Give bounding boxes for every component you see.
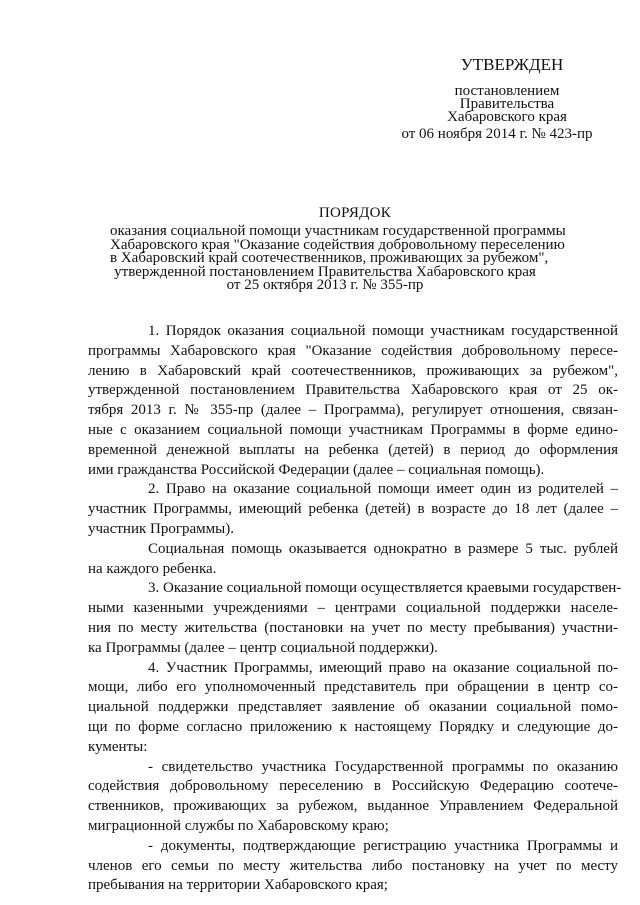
body-line: щи по форме согласно приложению к настоящему Порядку и следующие до-: [88, 718, 618, 735]
body-line: ными казенными учреждениями – центрами социальной поддержки населе-: [88, 600, 618, 617]
document-title: ПОРЯДОК: [318, 205, 392, 221]
body-line: пребывания на территории Хабаровского края;: [88, 877, 388, 894]
body-line: программы Хабаровского края "Оказание содействия добровольному пересе-: [88, 342, 618, 359]
body-line: ка Программы (далее – центр социальной поддержки).: [88, 639, 438, 656]
approval-line: Хабаровского края: [447, 109, 567, 125]
subtitle-line: от 25 октября 2013 г. № 355-пр: [226, 277, 424, 293]
body-line: содействия добровольному переселению в Российскую Федерацию соотече-: [88, 778, 618, 795]
body-line: - свидетельство участника Государственной программы по оказанию: [148, 758, 618, 775]
body-line: 3. Оказание социальной помощи осуществляется краевыми государствен-: [148, 580, 622, 597]
body-line: членов его семьи по месту жительства либо постановку на учет по месту: [88, 857, 618, 874]
approval-heading: УТВЕРЖДЕН: [460, 55, 564, 74]
body-line: временной денежной выплаты на ребенка (детей) в период до оформления: [88, 441, 618, 458]
document-subtitle: [110, 223, 566, 293]
body-line: кументы:: [88, 738, 148, 755]
body-line: ственников, проживающих за рубежом, выданное Управлением Федеральной: [88, 798, 618, 815]
approval-line: Правительства: [459, 96, 555, 112]
subtitle-line: оказания социальной помощи участникам государственной программы: [110, 223, 566, 239]
body-line: на каждого ребенка.: [88, 560, 217, 577]
subtitle-line: в Хабаровский край соотечественников, проживающих за рубежом",: [110, 250, 549, 266]
body-line: лению в Хабаровский край соотечественников, проживающих за рубежом",: [88, 362, 618, 379]
body-line: миграционной службы по Хабаровскому краю;: [88, 817, 389, 834]
body-line: ния по месту жительства (постановки на учет по месту пребывания) участни-: [88, 619, 618, 636]
body-line: 4. Участник Программы, имеющий право на оказание социальной по-: [148, 659, 618, 676]
body-line: тября 2013 г. № 355-пр (далее – Программа), регулирует отношения, связан-: [88, 402, 618, 419]
subtitle-line: Хабаровского края "Оказание содействия добровольному переселению: [110, 236, 565, 253]
approval-line: постановлением: [454, 83, 560, 99]
body-line: ими гражданства Российской Федерации (далее – социальная помощь).: [88, 461, 545, 478]
document-body: [88, 322, 622, 896]
body-line: - документы, подтверждающие регистрацию участника Программы и: [148, 837, 618, 854]
body-line: утвержденной постановлением Правительства Хабаровского края от 25 ок-: [88, 382, 618, 399]
body-line: Социальная помощь оказывается однократно в размере 5 тыс. рублей: [148, 540, 618, 557]
approval-stamp: [392, 55, 622, 142]
body-line: участник Программы).: [88, 520, 234, 537]
body-line: участник Программы, имеющий ребенка (детей) в возрасте до 18 лет (далее –: [88, 501, 618, 518]
body-line: циальной поддержки представляет заявление об оказании социальной помо-: [88, 699, 618, 716]
approval-date: от 06 ноября 2014 г. № 423-пр: [401, 126, 593, 142]
body-line: 1. Порядок оказания социальной помощи участникам государственной: [148, 323, 618, 339]
body-line: мощи, либо его уполномоченный представитель при обращении в центр со-: [88, 679, 618, 696]
body-line: ные с оказанием социальной помощи участникам Программы в форме едино-: [88, 421, 618, 438]
subtitle-line: утвержденной постановлением Правительства Хабаровского края: [114, 263, 536, 280]
body-line: 2. Право на оказание социальной помощи имеет один из родителей –: [148, 481, 618, 498]
document-title-block: [0, 205, 640, 222]
